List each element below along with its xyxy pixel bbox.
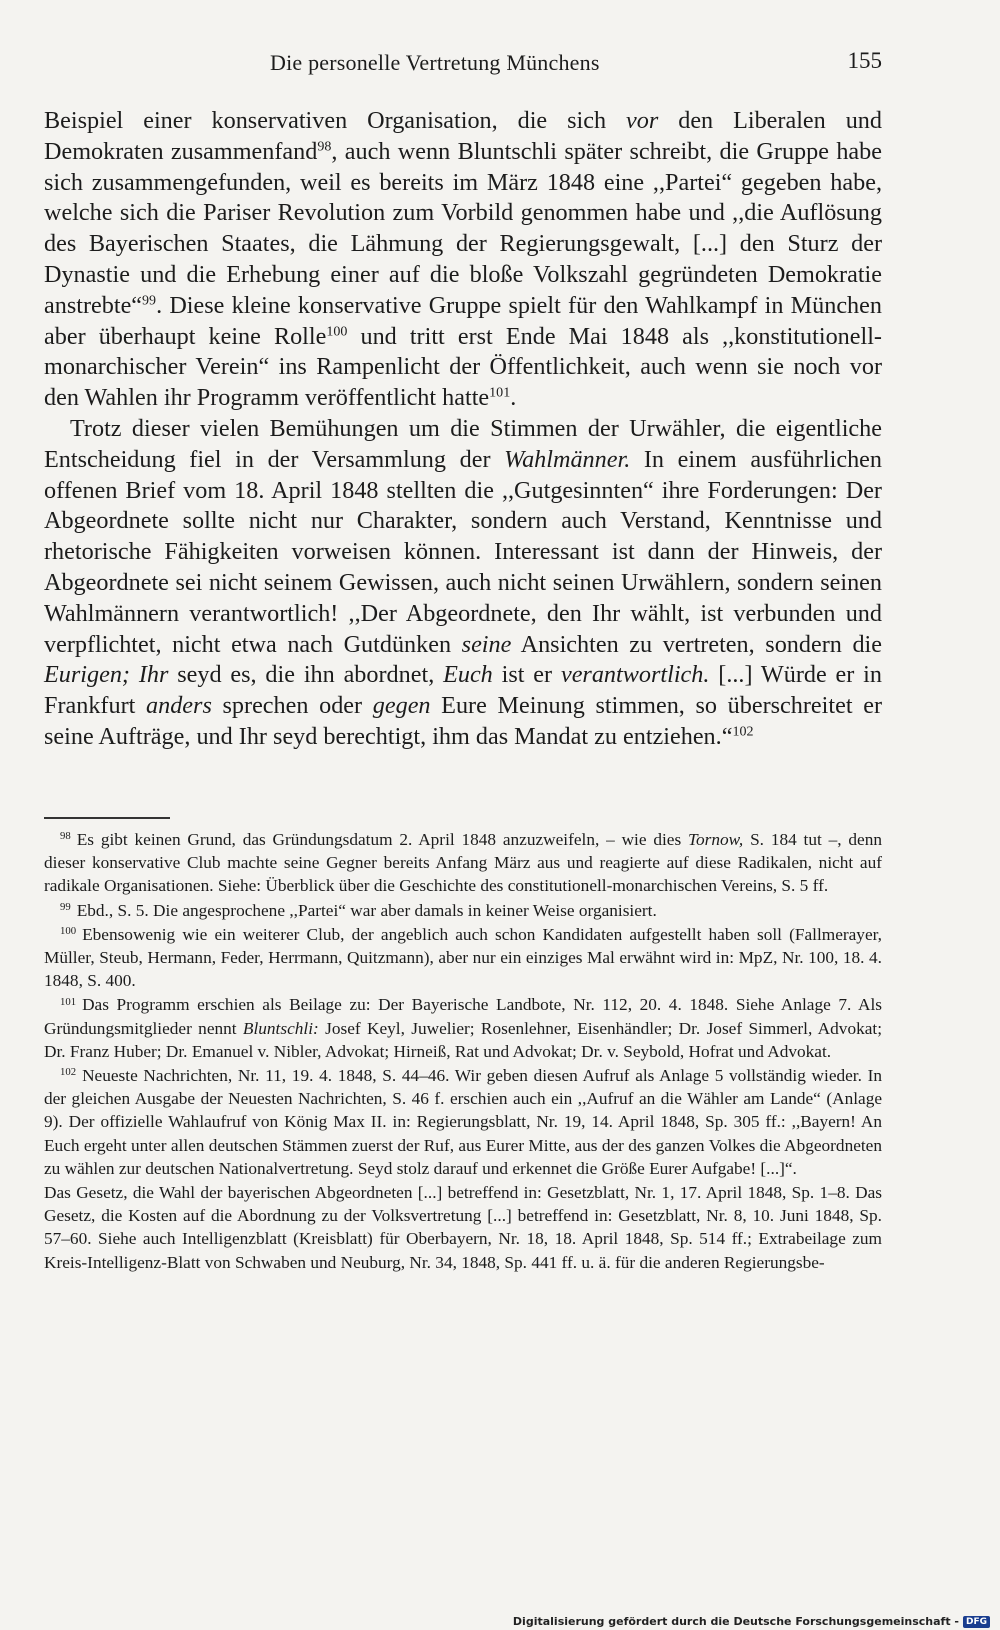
italic-run: seine bbox=[461, 630, 512, 658]
italic-run: vor bbox=[626, 107, 659, 134]
footnote-ref: 98 bbox=[317, 138, 332, 155]
credit-text: Digitalisierung gefördert durch die Deutsche Forschungsgemeinschaft - bbox=[512, 1615, 959, 1628]
footnote-102-continuation: Das Gesetz, die Wahl der bayerischen Abgeordneten [...] betreffend in: Gesetzblatt, Nr. 1, 17. April 1848, Sp. 1–8. Das Gesetz, die Kosten auf die Abordnung zu der Volksvertretung [...] betreffend in: Gesetzblatt, Nr. 8, 10. Juni 1848, Sp. 57–60. Siehe auch Intelligenzblatt (Kreisblatt) für Oberbayern, Nr. 18, 18. April 1848, Sp. 514 ff.; Extrabeilage zum Kreis-Intelligenz-Blatt von Schwaben und Neuburg, Nr. 34, 1848, Sp. 441 ff. u. ä. für die anderen Regierungsbe- bbox=[44, 1183, 882, 1272]
footnote-number: 98 bbox=[60, 830, 71, 843]
text-run: Das Programm erschien als Beilage zu: Der Bayerische Landbote, Nr. 112, 20. 4. 1848. Siehe Anlage 7. Als Gründungsmitglieder nennt bbox=[44, 995, 882, 1038]
text-run: Beispiel einer konservativen Organisation, die sich bbox=[44, 107, 627, 134]
text-run: In einem ausführlichen offenen Brief vom 18. April 1848 stellten die ,,Gutgesinnten“ ihre Forderungen: Der Abgeordnete sollte nicht nur Charakter, sondern auch Verstand, Kenntnisse und rhetorische Fähigkeiten vorweisen können. Interessant ist dann der Hinweis, der Abgeordnete sei nicht seinem Gewissen, auch nicht seinen Urwählern, sondern seinen Wahlmännern verantwortlich! ,,Der Abgeordnete, den Ihr wählt, ist verbunden und verpflichtet, nicht etwa nach Gutdünken bbox=[44, 445, 883, 658]
text-run: . Diese kleine konservative Gruppe spielt für den Wahlkampf in München aber überhaupt keine Rolle bbox=[44, 291, 882, 350]
footnote-ref: 101 bbox=[489, 384, 511, 401]
paragraph-1 bbox=[44, 106, 882, 414]
paragraph-2 bbox=[44, 414, 882, 753]
header-title: Die personelle Vertretung Münchens bbox=[270, 50, 600, 75]
footnotes bbox=[44, 828, 882, 1274]
text-run: Ebd., S. 5. Die angesprochene ,,Partei“ war aber damals in keiner Weise organisiert. bbox=[76, 900, 657, 920]
text-run: Ansichten zu vertreten, sondern die bbox=[511, 630, 882, 658]
text-run: und tritt erst Ende Mai 1848 als ,,konstitutionell-monarchischer Verein“ ins Rampenlicht der Öffentlichkeit, auch wenn sie noch vor den Wahlen ihr Programm veröffentlicht hatte bbox=[44, 322, 882, 412]
text-run: Eure Meinung stimmen, so überschreitet er seine Aufträge, und Ihr seyd berechtigt, ihm das Mandat zu entziehen.“ bbox=[44, 692, 883, 750]
footnote-ref: 102 bbox=[732, 723, 754, 740]
text-run: , auch wenn Bluntschli später schreibt, die Gruppe habe sich zusammengefunden, weil es bereits im März 1848 eine ,,Partei“ gegeben habe, welche sich die Pariser Revolution zum Vorbild genommen habe und ,,die Auflösung des Bayerischen Staates, die Lähmung der Regierungsgewalt, [...] den Sturz der Dynastie und die Erhebung einer auf die bloße Volkszahl gegründeten Demokratie anstrebte“ bbox=[44, 137, 882, 319]
italic-run: gegen bbox=[372, 692, 431, 720]
footnote-number: 102 bbox=[60, 1066, 77, 1079]
main-text bbox=[44, 106, 882, 753]
italic-run: Eurigen; Ihr bbox=[44, 661, 169, 689]
footnote-ref: 100 bbox=[326, 322, 348, 339]
footnote-number: 100 bbox=[60, 924, 77, 937]
footnote-101 bbox=[44, 993, 882, 1063]
footnote-98 bbox=[44, 828, 882, 898]
text-run: ist er bbox=[492, 661, 561, 689]
text-run: Neueste Nachrichten, Nr. 11, 19. 4. 1848, S. 44–46. Wir geben diesen Aufruf als Anlage 5 vollständig wieder. In der gleichen Ausgabe der Neuesten Nachrichten, S. 46 f. erschien auch ein ,,Aufruf an die Wähler am Lande“ (Anlage 9). Der offizielle Wahlaufruf von König Max II. in: Regierungsblatt, Nr. 19, 14. April 1848, Sp. 305 ff.: ,,Bayern! An Euch ergeht unter allen deutschen Stämmen zuerst der Ruf, aus Eurer Mitte, aus der des ganzen Volkes die Abgeordneten zu wählen zur deutschen Nationalvertretung. Seyd stolz darauf und erkennet die Größe Eurer Aufgabe! [...]“. bbox=[44, 1066, 882, 1178]
text-run: den Liberalen und Demokraten zusammenfand bbox=[44, 107, 882, 165]
digitization-credit bbox=[513, 1615, 990, 1628]
footnote-102 bbox=[44, 1064, 882, 1180]
text-run: Josef Keyl, Juwelier; Rosenlehner, Eisenhändler; Dr. Josef Simmerl, Advokat; Dr. Franz Huber; Dr. Emanuel v. Nibler, Advokat; Hirneiß, Rat und Advokat; Dr. v. Seybold, Hofrat und Advokat. bbox=[44, 1018, 882, 1061]
text-run: Trotz dieser vielen Bemühungen um die Stimmen der Urwähler, die eigentliche Entscheidung fiel in der Versammlung der bbox=[44, 414, 882, 473]
dfg-logo: DFG bbox=[963, 1616, 990, 1628]
footnote-99 bbox=[44, 899, 882, 922]
italic-run: anders bbox=[146, 692, 212, 720]
italic-run: Wahlmänner. bbox=[504, 445, 631, 473]
text-run: [...] Würde er in Frankfurt bbox=[44, 661, 882, 720]
footnote-number: 101 bbox=[60, 995, 77, 1008]
running-header bbox=[44, 50, 882, 80]
text-run: sprechen oder bbox=[211, 692, 373, 720]
footnote-separator bbox=[44, 817, 170, 819]
italic-run: Bluntschli: bbox=[242, 1018, 319, 1038]
text-run: Ebensowenig wie ein weiterer Club, der angeblich auch schon Kandidaten aufgestellt haben soll (Fallmerayer, Müller, Steub, Hermann, Feder, Herrmann, Quitzmann), aber nur ein einziges Mal erwähnt wird in: MpZ, Nr. 100, 18. 4. 1848, S. 400. bbox=[44, 924, 882, 991]
italic-run: verantwortlich. bbox=[560, 661, 710, 689]
italic-run: Tornow, bbox=[688, 830, 744, 849]
footnote-100 bbox=[44, 923, 882, 993]
text-run: S. 184 tut –, denn dieser konservative Club machte seine Gegner bereits Anfang März aus und reagierte auf diese Radikalen, nicht auf radikale Organisationen. Siehe: Überblick über die Geschichte des constitutionell-monarchischen Vereins, S. 5 ff. bbox=[44, 830, 882, 896]
text-run: . bbox=[510, 384, 517, 412]
text-run: Es gibt keinen Grund, das Gründungsdatum 2. April 1848 anzuzweifeln, – wie dies bbox=[76, 830, 688, 849]
footnote-ref: 99 bbox=[142, 292, 157, 309]
italic-run: Euch bbox=[443, 661, 493, 689]
footnote-number: 99 bbox=[60, 900, 71, 913]
page-number: 155 bbox=[847, 48, 882, 73]
text-run: seyd es, die ihn abordnet, bbox=[168, 661, 444, 689]
